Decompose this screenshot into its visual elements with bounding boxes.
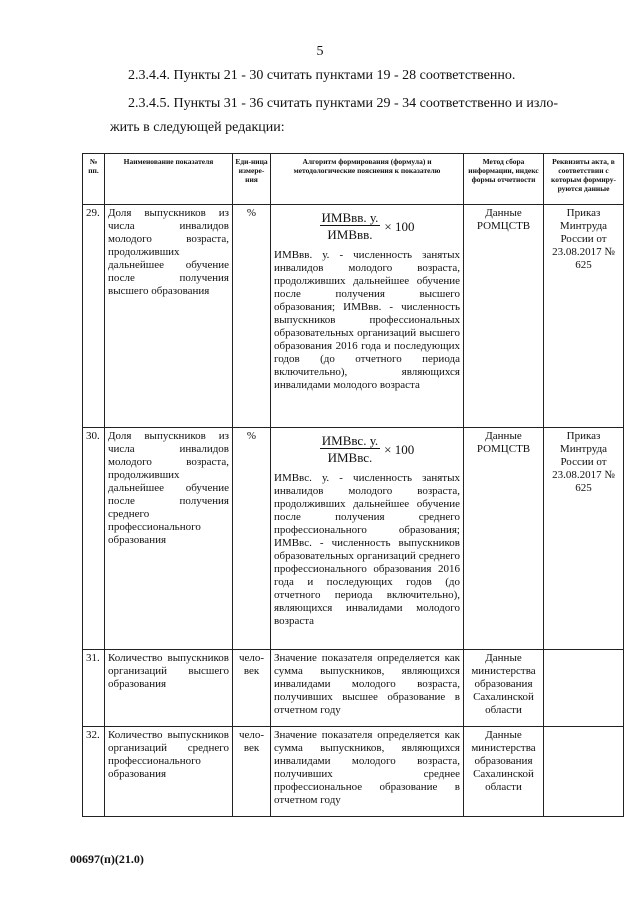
header-name: Наименование показателя [105, 154, 233, 205]
row-algorithm [271, 205, 464, 428]
table-row [83, 205, 624, 428]
paragraph-2-3-4-5-continued: жить в следующей редакции: [110, 120, 285, 135]
row-method: Данные министерства образования Сахалинской области [464, 727, 544, 817]
table-header-row [83, 154, 624, 205]
row-requisites [544, 727, 624, 817]
row-requisites: Приказ Минтруда России от 23.08.2017 № 625 [544, 428, 624, 650]
header-method: Метод сбора информации, индекс формы отчетности [464, 154, 544, 205]
formula-multiplier: × 100 [384, 441, 415, 457]
header-num: № пп. [83, 154, 105, 205]
row-requisites [544, 650, 624, 727]
row-name: Количество выпускников организаций высшего образования [105, 650, 233, 727]
formula-numerator: ИМВвв. у. [321, 210, 379, 225]
row-algorithm [271, 650, 464, 727]
row-num: 31. [83, 650, 105, 727]
paragraph-2-3-4-4: 2.3.4.4. Пункты 21 - 30 считать пунктами 19 - 28 соответственно. [128, 68, 516, 83]
row-unit: чело-век [233, 727, 271, 817]
paragraph-2-3-4-5: 2.3.4.5. Пункты 31 - 36 считать пунктами 29 - 34 соответственно и изло- [128, 96, 559, 111]
formula [274, 434, 460, 464]
row-unit: % [233, 428, 271, 650]
row-num: 29. [83, 205, 105, 428]
row-method: Данные РОМЦСТВ [464, 428, 544, 650]
row-algorithm [271, 428, 464, 650]
row-method: Данные РОМЦСТВ [464, 205, 544, 428]
row-name: Количество выпускников организаций среднего профессионального образования [105, 727, 233, 817]
header-unit: Еди-ница измере-ния [233, 154, 271, 205]
formula-denominator: ИМВвв. [327, 227, 373, 242]
row-description: ИМВвв. у. - численность занятых инвалидов молодого возраста, продолживших дальнейшее обучение после получения высшего образования; ИМВвв. - численность выпускников профессиональных образовательных организаций высшего образования 2016 года и последующих годов (до отчетного периода включительно), являющихся инвалидами молодого возраста [274, 249, 460, 391]
table-row [83, 428, 624, 650]
formula-multiplier: × 100 [384, 218, 415, 234]
row-description: Значение показателя определяется как сумма выпускников, являющихся инвалидами молодого возраста, получивших высшее образование в отчетном году [274, 652, 460, 716]
row-unit: чело-век [233, 650, 271, 727]
row-method: Данные министерства образования Сахалинской области [464, 650, 544, 727]
document-code: 00697(п)(21.0) [70, 852, 144, 866]
row-num: 30. [83, 428, 105, 650]
header-requisites: Реквизиты акта, в соответствии с которым формиру-руются данные [544, 154, 624, 205]
row-unit: % [233, 205, 271, 428]
header-algorithm: Алгоритм формирования (формула) и методологические пояснения к показателю [271, 154, 464, 205]
table-row [83, 727, 624, 817]
indicators-table [82, 153, 624, 817]
row-num: 32. [83, 727, 105, 817]
row-name: Доля выпускников из числа инвалидов молодого возраста, продолживших дальнейшее обучение после получения среднего профессионального образования [105, 428, 233, 650]
row-description: ИМВвс. у. - численность занятых инвалидов молодого возраста, продолживших дальнейшее обучение после получения среднего профессионального образования; ИМВвс. - численность выпускников образовательных организаций среднего профессионального образования 2016 года и последующих годов (до отчетного периода включительно), являющихся инвалидами молодого возраста [274, 472, 460, 627]
formula [274, 211, 460, 241]
page-number: 5 [316, 44, 324, 59]
row-algorithm [271, 727, 464, 817]
formula-denominator: ИМВвс. [327, 450, 373, 465]
row-description: Значение показателя определяется как сумма выпускников, являющихся инвалидами молодого возраста, получивших среднее профессиональное образование в отчетном году [274, 729, 460, 806]
formula-numerator: ИМВвс. у. [321, 433, 379, 448]
table-row [83, 650, 624, 727]
row-requisites: Приказ Минтруда России от 23.08.2017 № 625 [544, 205, 624, 428]
row-name: Доля выпускников из числа инвалидов молодого возраста, продолживших дальнейшее обучение после получения высшего образования [105, 205, 233, 428]
